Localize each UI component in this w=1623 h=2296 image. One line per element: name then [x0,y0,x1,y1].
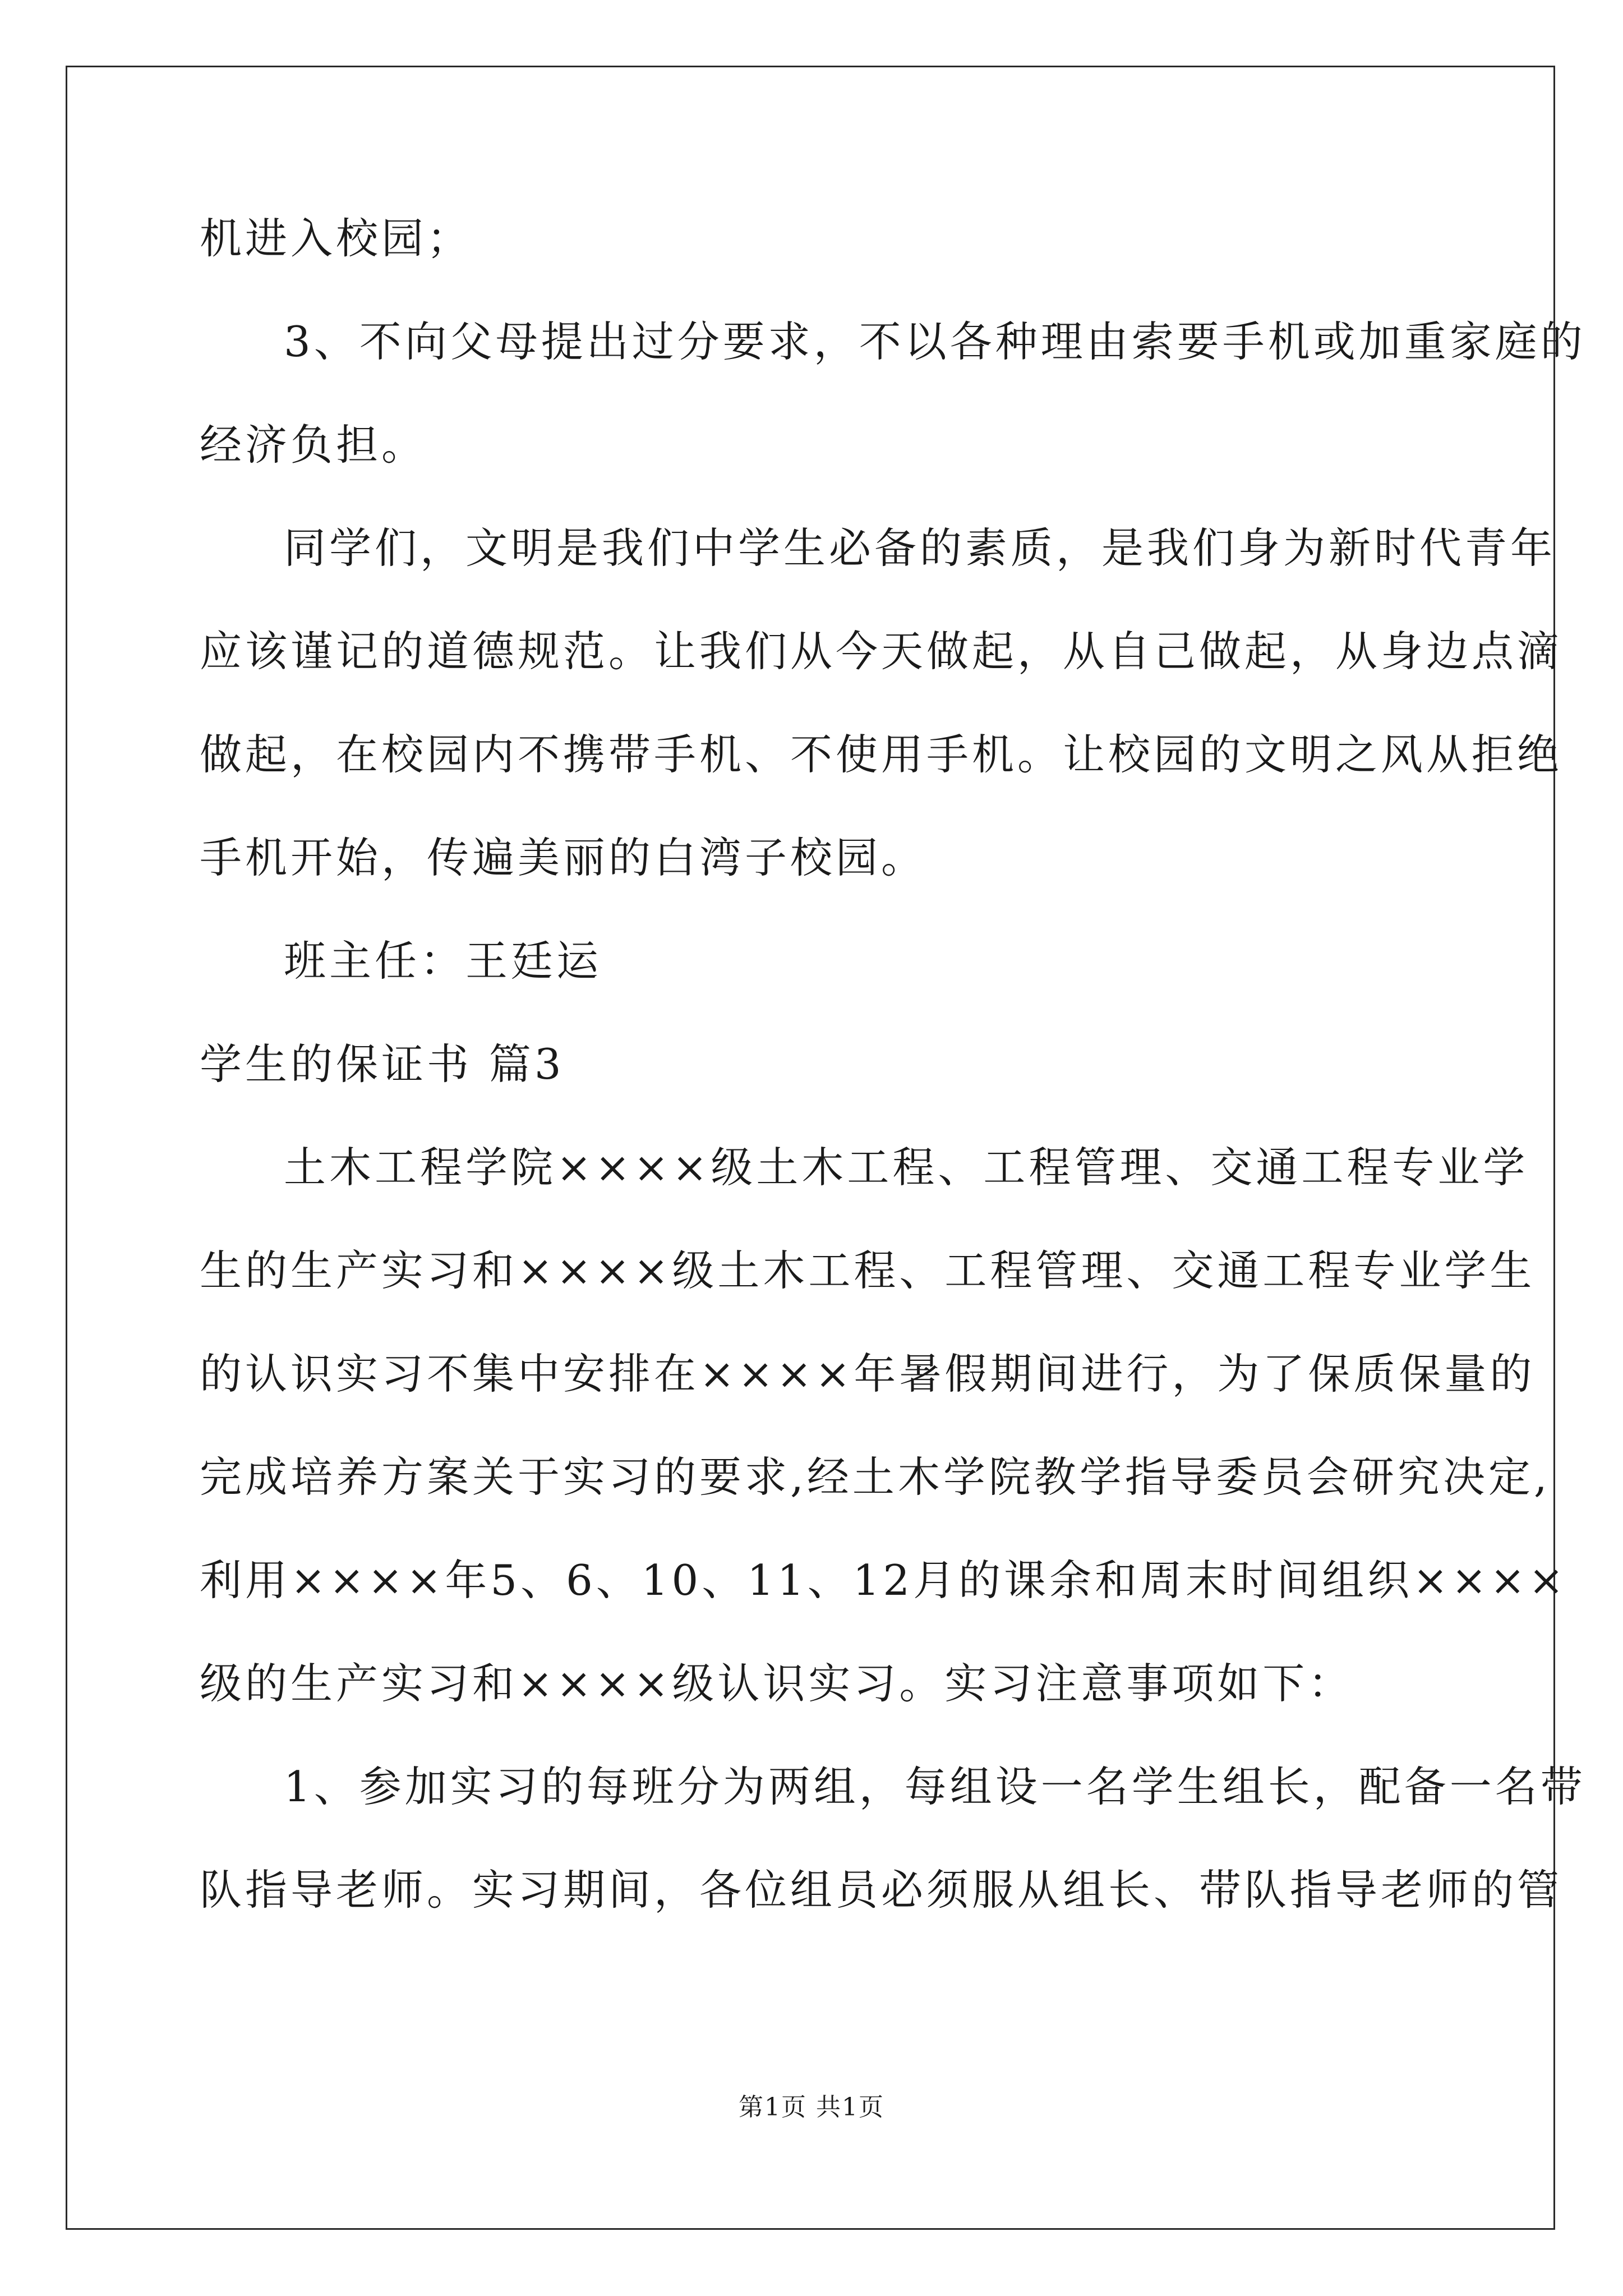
paragraph-line: 经济负担。 [200,420,427,470]
document-body [200,213,1586,1968]
paragraph-line: 利用××××年5、6、10、11、12月的课余和周末时间组织×××× [200,1556,1567,1605]
paragraph-line: 完成培养方案关于实习的要求,经土木学院教学指导委员会研究决定, [200,1452,1551,1502]
paragraph-line: 的认识实习不集中安排在××××年暑假期间进行，为了保质保量的 [200,1349,1536,1398]
paragraph-line: 同学们，文明是我们中学生必备的素质，是我们身为新时代青年 [284,523,1556,573]
paragraph-line: 做起，在校园内不携带手机、不使用手机。让校园的文明之风从拒绝 [200,730,1563,779]
signature-line: 班主任：王廷运 [284,936,602,986]
paragraph-line: 应该谨记的道德规范。让我们从今天做起，从自己做起，从身边点滴 [200,627,1563,676]
paragraph-line: 3、不向父母提出过分要求，不以各种理由索要手机或加重家庭的 [284,317,1586,366]
paragraph-line: 手机开始，传遍美丽的白湾子校园。 [200,833,927,882]
paragraph-line: 土木工程学院××××级土木工程、工程管理、交通工程专业学 [284,1143,1529,1192]
paragraph-line: 级的生产实习和××××级认识实习。实习注意事项如下： [200,1659,1354,1708]
paragraph-line: 生的生产实习和××××级土木工程、工程管理、交通工程专业学生 [200,1246,1536,1295]
paragraph-line: 1、参加实习的每班分为两组，每组设一名学生组长，配备一名带 [284,1762,1586,1811]
paragraph-line: 机进入校园； [200,214,473,263]
page-footer: 第1页 共1页 [739,2093,884,2122]
paragraph-line: 队指导老师。实习期间，各位组员必须服从组长、带队指导老师的管 [200,1865,1563,1915]
section-heading: 学生的保证书 篇3 [200,1039,565,1089]
